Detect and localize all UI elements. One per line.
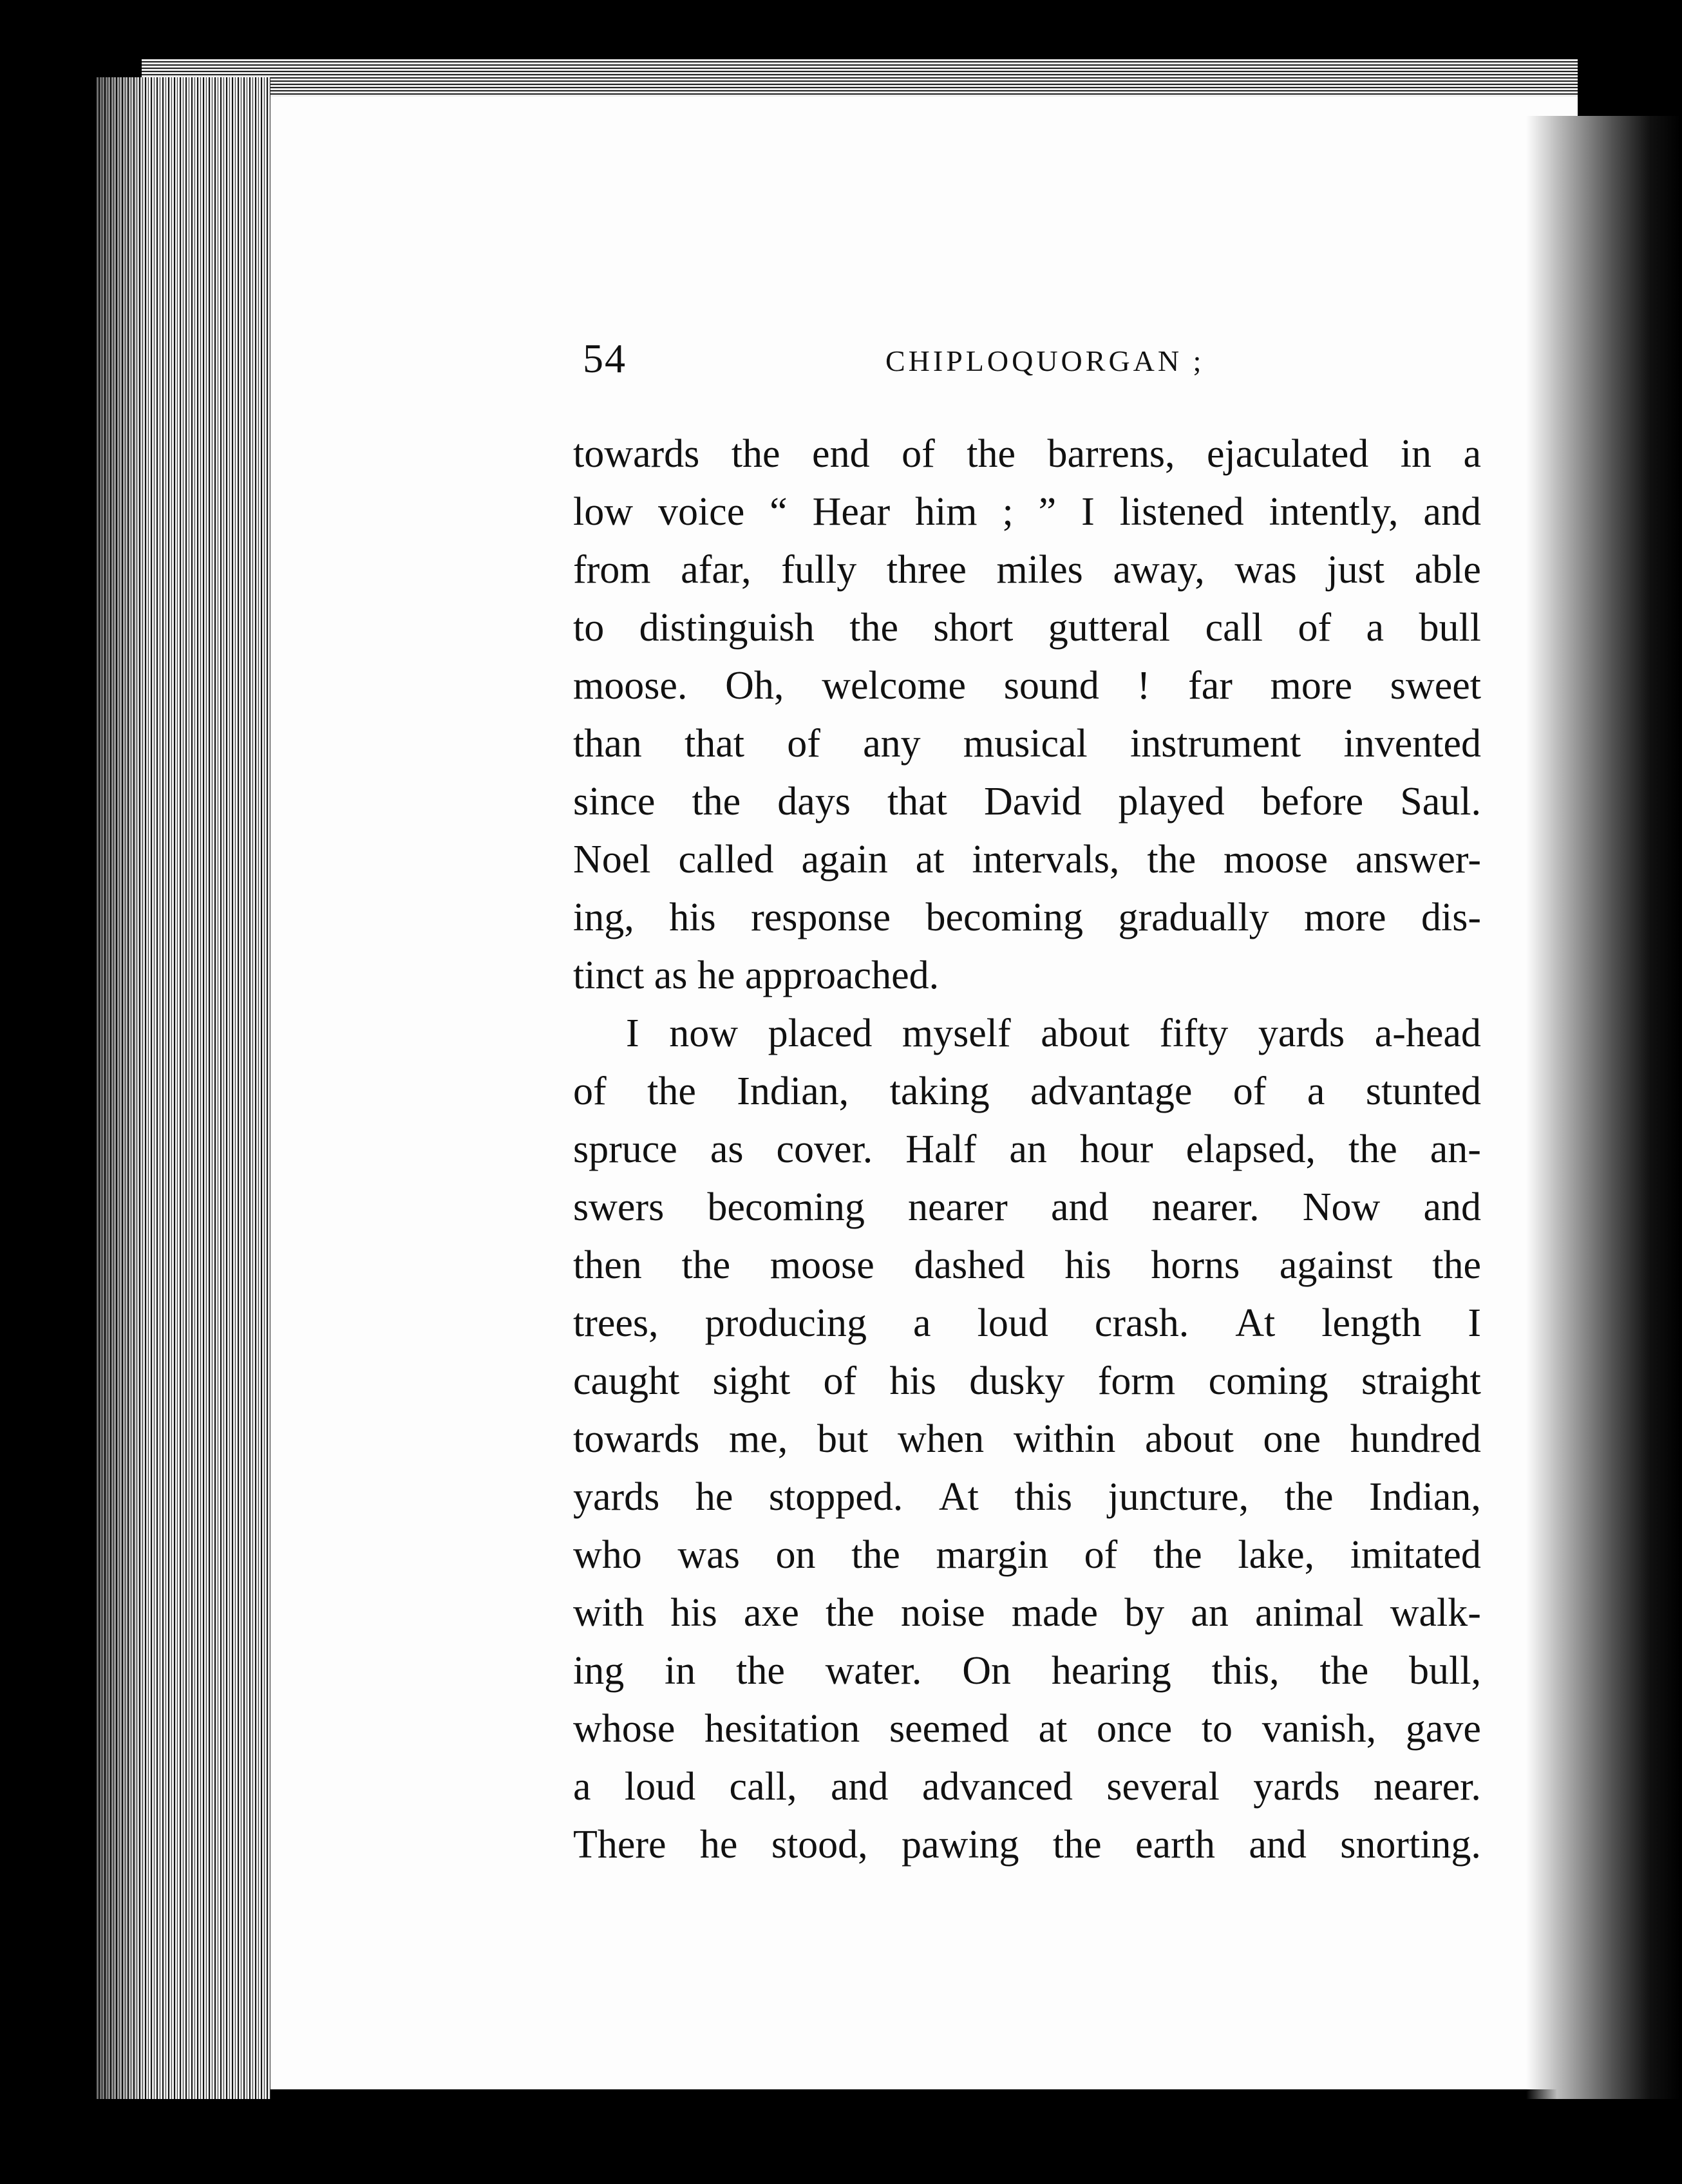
gutter-shadow — [1526, 116, 1681, 2099]
text-line: Noel called again at intervals, the moose answer- — [573, 838, 1481, 881]
text-line: of the Indian, taking advantage of a stunted — [573, 1069, 1481, 1113]
running-title: CHIPLOQUORGAN ; — [885, 344, 1205, 377]
text-line: ing, his response becoming gradually more dis- — [573, 896, 1481, 939]
text-line: then the moose dashed his horns against the — [573, 1243, 1481, 1287]
text-line: towards me, but when within about one hundred — [573, 1417, 1481, 1461]
text-line: who was on the margin of the lake, imitated — [573, 1533, 1481, 1577]
text-line: towards the end of the barrens, ejaculated in a — [573, 432, 1481, 476]
text-line: with his axe the noise made by an animal walk- — [573, 1591, 1481, 1635]
page-number: 54 — [583, 335, 627, 381]
text-line: low voice “ Hear him ; ” I listened intently, and — [573, 490, 1481, 534]
page-stack-shadow — [97, 77, 148, 2099]
text-line: yards he stopped. At this juncture, the Indian, — [573, 1475, 1481, 1519]
text-line: whose hesitation seemed at once to vanish, gave — [573, 1707, 1481, 1751]
text-line: I now placed myself about fifty yards a-head — [626, 1012, 1481, 1055]
text-line: ing in the water. On hearing this, the bull, — [573, 1649, 1481, 1693]
text-line: tinct as he approached. — [573, 954, 940, 997]
text-line: There he stood, pawing the earth and snorting. — [573, 1823, 1481, 1867]
running-head — [583, 335, 1484, 406]
body-text — [573, 425, 1481, 1874]
text-line: spruce as cover. Half an hour elapsed, the an- — [573, 1127, 1481, 1171]
text-line: from afar, fully three miles away, was just able — [573, 548, 1481, 592]
text-line: moose. Oh, welcome sound ! far more sweet — [573, 664, 1481, 708]
text-line: caught sight of his dusky form coming straight — [573, 1359, 1481, 1403]
text-line: than that of any musical instrument invented — [573, 722, 1481, 766]
text-line: trees, producing a loud crash. At length I — [573, 1301, 1481, 1345]
text-line: since the days that David played before Saul. — [573, 780, 1481, 824]
book-top-edge — [142, 59, 1578, 98]
text-line: to distinguish the short gutteral call of a bull — [573, 606, 1481, 650]
text-line: swers becoming nearer and nearer. Now and — [573, 1185, 1481, 1229]
text-line: a loud call, and advanced several yards nearer. — [573, 1765, 1481, 1809]
